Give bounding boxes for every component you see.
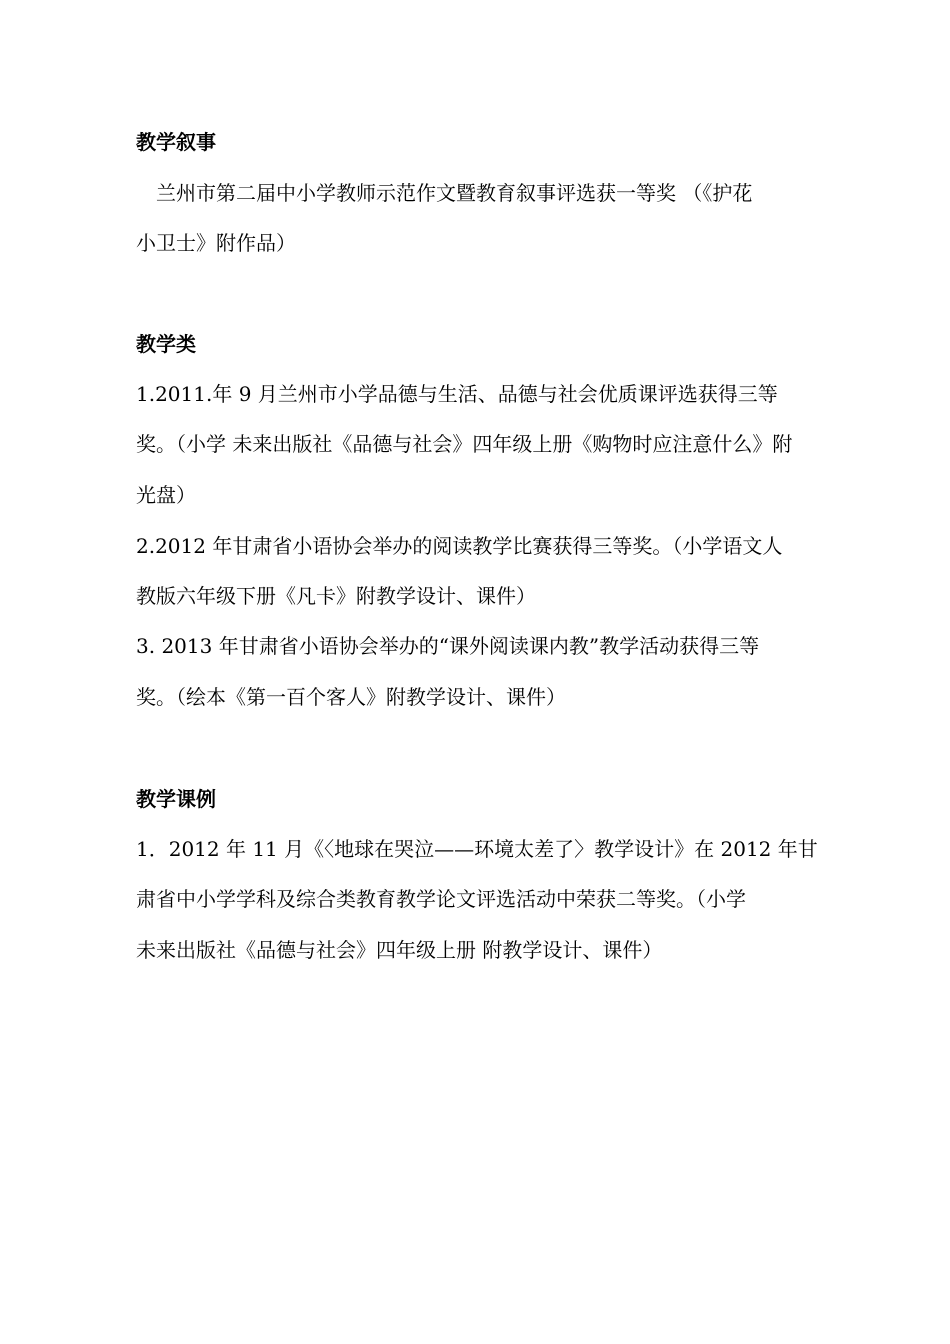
cases-line-1: 1．2012 年 11 月《〈地球在哭泣——环境太差了〉教学设计》在 2012 年甘 xyxy=(136,837,818,861)
teaching-line-3: 光盘） xyxy=(136,483,196,507)
narrative-line-2: 小卫士》附作品） xyxy=(136,231,296,255)
cases-line-3: 未来出版社《品德与社会》四年级上册 附教学设计、课件） xyxy=(136,938,663,962)
section-heading-teaching: 教学类 xyxy=(136,332,196,356)
teaching-line-1: 1.2011.年 9 月兰州市小学品德与生活、品德与社会优质课评选获得三等 xyxy=(136,382,778,406)
narrative-line-1: 兰州市第二届中小学教师示范作文暨教育叙事评选获一等奖 （《护花 xyxy=(136,181,753,205)
teaching-line-5: 教版六年级下册《凡卡》附教学设计、课件） xyxy=(136,584,536,608)
section-heading-narrative: 教学叙事 xyxy=(136,130,216,154)
teaching-line-7: 奖。（绘本《第一百个客人》附教学设计、课件） xyxy=(136,685,566,709)
cases-line-2: 肃省中小学学科及综合类教育教学论文评选活动中荣获二等奖。（小学 xyxy=(136,887,746,911)
teaching-line-4: 2.2012 年甘肃省小语协会举办的阅读教学比赛获得三等奖。（小学语文人 xyxy=(136,534,783,558)
section-heading-cases: 教学课例 xyxy=(136,787,216,811)
teaching-line-2: 奖。（小学 未来出版社《品德与社会》四年级上册《购物时应注意什么》附 xyxy=(136,432,793,456)
teaching-line-6: 3. 2013 年甘肃省小语协会举办的“课外阅读课内教”教学活动获得三等 xyxy=(136,634,760,658)
